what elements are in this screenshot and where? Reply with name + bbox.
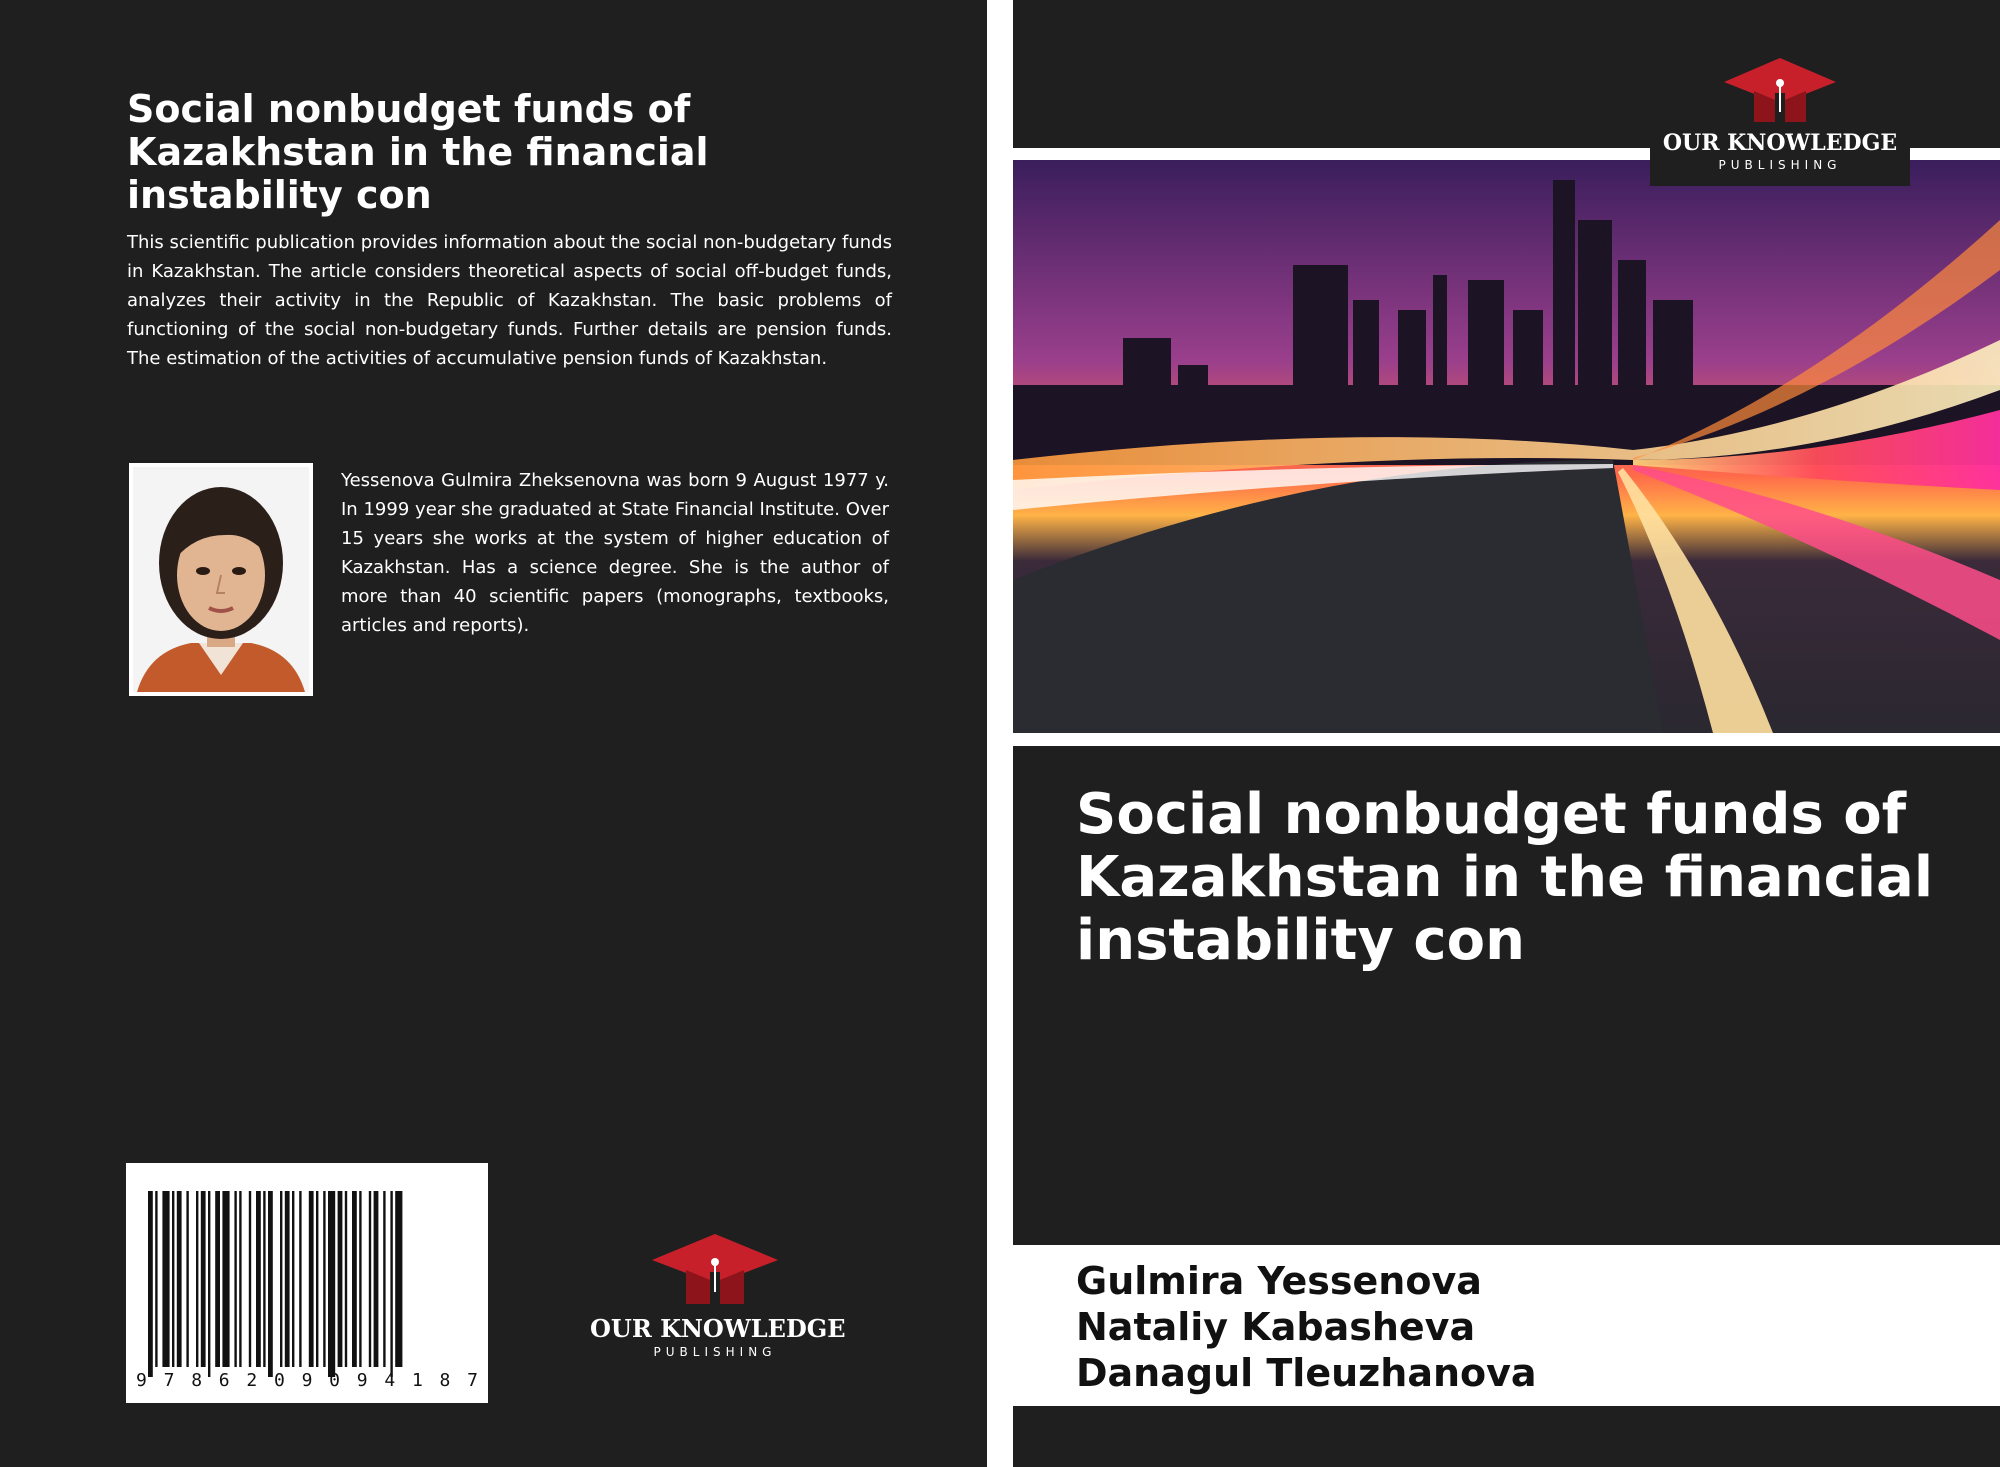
barcode-bar	[338, 1191, 343, 1367]
author-list	[1076, 1258, 1956, 1396]
author-bio: Yessenova Gulmira Zheksenovna was born 9 August 1977 y. In 1999 year she graduated at State Financial Institute. Over 15 years she works at the system of higher education of Kazakhstan. Has a science degree. She is the author of more than 40 scientific papers (monographs, textbooks, articles and reports).	[341, 470, 889, 636]
barcode-bar	[292, 1191, 294, 1367]
barcode-bar	[148, 1191, 153, 1377]
cover-image-city-light-trails	[1013, 160, 2000, 733]
front-bottom-band	[1013, 1406, 2000, 1467]
isbn-digit: 0	[329, 1370, 340, 1391]
barcode-bar	[359, 1191, 361, 1367]
isbn-digit: 7	[467, 1370, 478, 1391]
barcode-bar	[299, 1191, 301, 1367]
publisher-logo-front-box	[1650, 48, 1910, 186]
barcode-bar	[323, 1191, 325, 1367]
back-cover-title: Social nonbudget funds of Kazakhstan in the financial instability con	[127, 87, 709, 217]
barcode-bar	[309, 1191, 314, 1367]
mortarboard-icon	[590, 1232, 840, 1310]
barcode-bar	[256, 1191, 261, 1367]
isbn-digit: 0	[273, 1370, 285, 1391]
barcode-bar	[280, 1191, 282, 1367]
isbn-digit: 8	[191, 1370, 203, 1391]
isbn-digit: 6	[218, 1370, 230, 1391]
barcode-bar	[316, 1191, 318, 1367]
isbn-number	[136, 1370, 478, 1391]
isbn-digit: 7	[163, 1370, 175, 1391]
publisher-name: OUR KNOWLEDGE	[590, 1314, 846, 1343]
isbn-digit: 9	[301, 1370, 313, 1391]
back-cover-description: This scientific publication provides information about the social non-budgetary funds in Kazakhstan. The article considers theoretical aspects of social off-budget funds, analyzes their activity in the Republic of Kazakhstan. The basic problems of functioning of the social non-budgetary funds. Further details are pension funds. The estimation of the activities of accumulative pension funds of Kazakhstan.	[127, 232, 892, 369]
front-cover-title: Social nonbudget funds of Kazakhstan in the financial instability con	[1076, 782, 1934, 973]
barcode-bar	[208, 1191, 210, 1377]
back-cover	[0, 0, 987, 1467]
isbn-digit: 1	[411, 1370, 423, 1391]
isbn-digit: 2	[246, 1370, 258, 1391]
barcode-bar	[172, 1191, 174, 1367]
barcode-bar	[369, 1191, 371, 1367]
barcode-bar	[374, 1191, 379, 1367]
isbn-digit: 4	[384, 1370, 396, 1391]
barcode-bar	[201, 1191, 206, 1367]
barcode-bars	[126, 1163, 488, 1403]
publisher-name: OUR KNOWLEDGE	[1662, 130, 1898, 156]
barcode-bar	[186, 1191, 188, 1367]
barcode-bar	[196, 1191, 198, 1367]
isbn-digit: 9	[136, 1370, 147, 1391]
barcode-bar	[155, 1191, 157, 1367]
barcode-bar	[234, 1191, 236, 1367]
mortarboard-icon	[1650, 56, 1910, 126]
publisher-subtitle: PUBLISHING	[653, 1345, 777, 1359]
barcode-bar	[162, 1191, 169, 1367]
barcode-bar	[390, 1191, 392, 1377]
barcode-bar	[268, 1191, 273, 1377]
isbn-digit: 8	[439, 1370, 451, 1391]
author-name: Nataliy Kabasheva	[1076, 1305, 1476, 1349]
publisher-logo-back	[590, 1232, 846, 1359]
barcode-bar	[383, 1191, 385, 1367]
barcode-bar	[239, 1191, 241, 1367]
barcode-bar	[285, 1191, 290, 1367]
barcode-bar	[215, 1191, 220, 1367]
author-name: Danagul Tleuzhanova	[1076, 1351, 1537, 1395]
author-photo	[129, 463, 313, 696]
author-name: Gulmira Yessenova	[1076, 1259, 1482, 1303]
barcode-bar	[177, 1191, 182, 1367]
barcode-bar	[352, 1191, 357, 1367]
barcode-bar	[328, 1191, 335, 1377]
barcode-bar	[395, 1191, 402, 1367]
barcode-bar	[249, 1191, 251, 1367]
isbn-digit: 9	[356, 1370, 368, 1391]
barcode-bar	[345, 1191, 347, 1367]
barcode-bar	[222, 1191, 229, 1367]
isbn-barcode	[126, 1163, 488, 1403]
publisher-logo-front	[1650, 56, 1910, 172]
barcode-bar	[263, 1191, 265, 1367]
publisher-subtitle: PUBLISHING	[1718, 158, 1842, 172]
